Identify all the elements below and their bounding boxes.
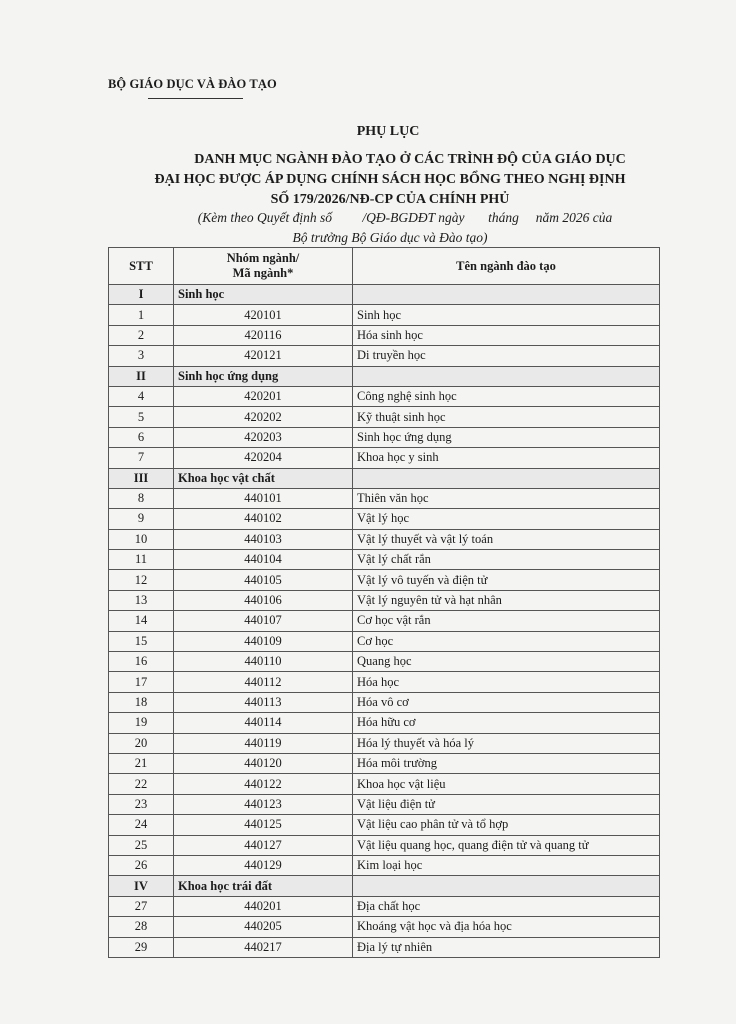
organization-underline [148,98,243,99]
table-row [109,611,660,631]
group-name-cell: Khoa học trái đất [174,876,353,896]
major-name-cell: Kỹ thuật sinh học [353,407,660,427]
major-name-cell: Hóa học [353,672,660,692]
stt-cell: 27 [109,896,174,916]
appendix-heading: PHỤ LỤC [356,124,420,139]
document-title-line-2: ĐẠI HỌC ĐƯỢC ÁP DỤNG CHÍNH SÁCH HỌC BỔNG THEO NGHỊ ĐỊNH [154,172,626,187]
table-row [109,692,660,712]
table-row [109,815,660,835]
major-name-cell: Vật liệu cao phân tử và tổ hợp [353,815,660,835]
major-name-cell: Vật lý chất rắn [353,550,660,570]
code-cell: 440104 [174,550,353,570]
stt-cell: 15 [109,631,174,651]
stt-cell: 6 [109,427,174,447]
table-row [109,509,660,529]
code-cell: 420201 [174,386,353,406]
table-row [109,386,660,406]
major-name-cell: Vật lý nguyên tử và hạt nhân [353,590,660,610]
major-name-cell: Công nghệ sinh học [353,386,660,406]
major-name-cell: Cơ học [353,631,660,651]
major-name-cell: Địa lý tự nhiên [353,937,660,957]
code-cell: 440109 [174,631,353,651]
major-name-cell: Khoa học y sinh [353,448,660,468]
code-cell: 440107 [174,611,353,631]
code-cell: 440129 [174,855,353,875]
code-cell: 440205 [174,917,353,937]
major-name-cell: Thiên văn học [353,488,660,508]
major-name-cell: Hóa vô cơ [353,692,660,712]
stt-cell: 10 [109,529,174,549]
stt-cell: I [109,285,174,305]
table-row [109,753,660,773]
table-row [109,794,660,814]
major-name-cell [353,285,660,305]
code-cell: 440120 [174,753,353,773]
stt-cell: 18 [109,692,174,712]
code-cell: 440127 [174,835,353,855]
stt-cell: 25 [109,835,174,855]
table-row [109,529,660,549]
stt-cell: 26 [109,855,174,875]
major-name-cell: Hóa hữu cơ [353,713,660,733]
stt-cell: 14 [109,611,174,631]
column-header-code-line-1: Nhóm ngành/ [226,251,300,265]
stt-cell: 8 [109,488,174,508]
code-cell: 440106 [174,590,353,610]
table-row [109,652,660,672]
code-cell: 440113 [174,692,353,712]
table-row [109,488,660,508]
code-cell: 420203 [174,427,353,447]
major-name-cell: Vật lý thuyết và vật lý toán [353,529,660,549]
table-row [109,346,660,366]
column-header-name: Tên ngành đào tạo [353,248,660,285]
major-name-cell: Sinh học ứng dụng [353,427,660,447]
major-name-cell [353,468,660,488]
code-cell: 420121 [174,346,353,366]
stt-cell: 19 [109,713,174,733]
table-row [109,325,660,345]
column-header-code-line-2: Mã ngành* [232,266,294,280]
major-name-cell: Vật lý học [353,509,660,529]
group-name-cell: Khoa học vật chất [174,468,353,488]
major-name-cell: Cơ học vật rắn [353,611,660,631]
code-cell: 440201 [174,896,353,916]
group-name-cell: Sinh học ứng dụng [174,366,353,386]
stt-cell: 29 [109,937,174,957]
table-row [109,733,660,753]
stt-cell: 12 [109,570,174,590]
table-row [109,774,660,794]
table-header-row [109,248,660,285]
table-row [109,835,660,855]
table-row [109,855,660,875]
major-name-cell: Địa chất học [353,896,660,916]
stt-cell: 7 [109,448,174,468]
major-name-cell: Khoáng vật học và địa hóa học [353,917,660,937]
stt-cell: 2 [109,325,174,345]
document-subtitle-line-1: (Kèm theo Quyết định số /QĐ-BGDĐT ngày tháng năm 2026 của [197,210,613,225]
code-cell: 440101 [174,488,353,508]
column-header-code [174,248,353,285]
code-cell: 440125 [174,815,353,835]
major-name-cell: Hóa lý thuyết và hóa lý [353,733,660,753]
code-cell: 440102 [174,509,353,529]
table-group-row [109,468,660,488]
stt-cell: 17 [109,672,174,692]
code-cell: 440110 [174,652,353,672]
table-row [109,570,660,590]
document-subtitle-line-2: Bộ trưởng Bộ Giáo dục và Đào tạo) [292,230,488,245]
stt-cell: 5 [109,407,174,427]
table-group-row [109,876,660,896]
table-row [109,917,660,937]
column-header-stt: STT [109,248,174,285]
stt-cell: 23 [109,794,174,814]
major-name-cell: Sinh học [353,305,660,325]
major-name-cell [353,366,660,386]
major-name-cell: Hóa sinh học [353,325,660,345]
table-row [109,427,660,447]
code-cell: 440122 [174,774,353,794]
stt-cell: 16 [109,652,174,672]
major-name-cell: Vật liệu điện tử [353,794,660,814]
table-row [109,713,660,733]
code-cell: 440105 [174,570,353,590]
stt-cell: 13 [109,590,174,610]
code-cell: 440123 [174,794,353,814]
stt-cell: 22 [109,774,174,794]
stt-cell: 3 [109,346,174,366]
stt-cell: IV [109,876,174,896]
table-row [109,407,660,427]
table-row [109,937,660,957]
major-name-cell: Khoa học vật liệu [353,774,660,794]
major-name-cell: Vật lý vô tuyến và điện tử [353,570,660,590]
group-name-cell: Sinh học [174,285,353,305]
table-row [109,672,660,692]
stt-cell: 9 [109,509,174,529]
majors-table [108,247,660,958]
stt-cell: 24 [109,815,174,835]
stt-cell: 20 [109,733,174,753]
major-name-cell: Quang học [353,652,660,672]
code-cell: 440112 [174,672,353,692]
major-name-cell [353,876,660,896]
code-cell: 440119 [174,733,353,753]
table-group-row [109,366,660,386]
table-row [109,631,660,651]
table-row [109,590,660,610]
stt-cell: III [109,468,174,488]
major-name-cell: Di truyền học [353,346,660,366]
issuing-organization: BỘ GIÁO DỤC VÀ ĐÀO TẠO [108,77,277,91]
table-row [109,896,660,916]
table-row [109,550,660,570]
stt-cell: 4 [109,386,174,406]
stt-cell: 11 [109,550,174,570]
table-row [109,305,660,325]
code-cell: 420116 [174,325,353,345]
code-cell: 440217 [174,937,353,957]
code-cell: 440114 [174,713,353,733]
code-cell: 420101 [174,305,353,325]
major-name-cell: Kim loại học [353,855,660,875]
stt-cell: II [109,366,174,386]
table-group-row [109,285,660,305]
major-name-cell: Hóa môi trường [353,753,660,773]
major-name-cell: Vật liệu quang học, quang điện tử và quang tử [353,835,660,855]
code-cell: 440103 [174,529,353,549]
document-title-line-3: SỐ 179/2026/NĐ-CP CỦA CHÍNH PHỦ [270,192,510,207]
stt-cell: 21 [109,753,174,773]
stt-cell: 1 [109,305,174,325]
code-cell: 420202 [174,407,353,427]
stt-cell: 28 [109,917,174,937]
table-row [109,448,660,468]
table-body [109,285,660,958]
code-cell: 420204 [174,448,353,468]
document-title-line-1: DANH MỤC NGÀNH ĐÀO TẠO Ở CÁC TRÌNH ĐỘ CỦA GIÁO DỤC [194,152,626,167]
